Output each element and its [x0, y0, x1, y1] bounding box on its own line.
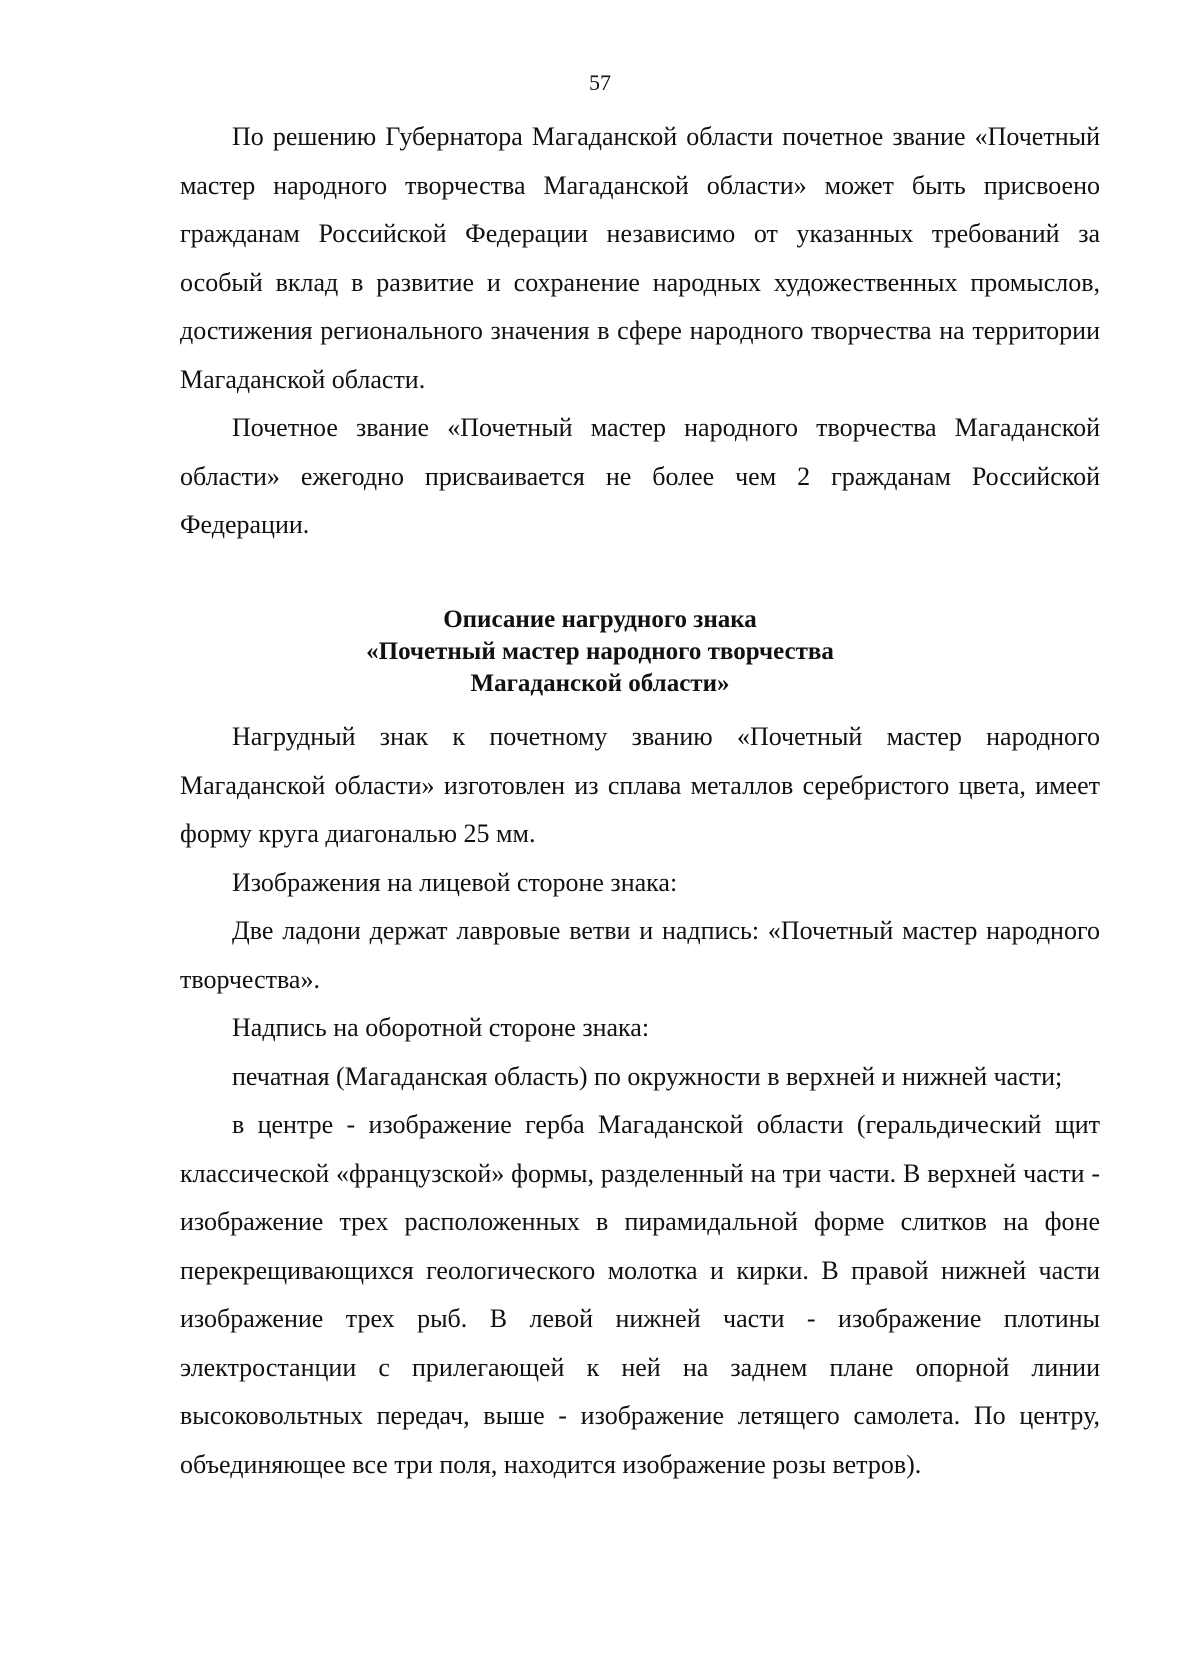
paragraph-governor-decision: По решению Губернатора Магаданской области почетное звание «Почетный мастер народного творчества Магаданской области» может быть присвоено гражданам Российской Федерации независимо от указанных требований за особый вклад в развитие и сохранение народных художественных промыслов, достижения регионального значения в сфере народного творчества на территории Магаданской области.: [180, 122, 1100, 394]
heading-line-1: Описание нагрудного знака: [443, 606, 757, 633]
paragraph-front-side-description: Две ладони держат лавровые ветви и надпись: «Почетный мастер народного творчества».: [180, 916, 1100, 994]
heading-line-2: «Почетный мастер народного творчества: [366, 638, 834, 665]
paragraph-coat-of-arms: в центре - изображение герба Магаданской области (геральдический щит классической «французской» формы, разделенный на три части. В верхней части - изображение трех расположенных в пирамидальной форме слитков на фоне перекрещивающихся геологического молотка и кирки. В правой нижней части изображение трех рыб. В левой нижней части - изображение плотины электростанции с прилегающей к ней на заднем плане опорной линии высоковольтных передач, выше - изображение летящего самолета. По центру, объединяющее все три поля, находится изображение розы ветров).: [180, 1110, 1100, 1479]
paragraph-badge-material: Нагрудный знак к почетному званию «Почетный мастер народного Магаданской области» изготовлен из сплава металлов серебристого цвета, имеет форму круга диагональю 25 мм.: [180, 722, 1100, 848]
heading-line-3: Магаданской области»: [470, 670, 730, 697]
paragraph-back-side-label: Надпись на оборотной стороне знака:: [232, 1013, 650, 1042]
section-heading: [0, 604, 1200, 700]
paragraph-front-side-label: Изображения на лицевой стороне знака:: [232, 867, 678, 897]
paragraph-back-side-circumference: печатная (Магаданская область) по окружности в верхней и нижней части;: [232, 1061, 1063, 1091]
paragraph-annual-limit: Почетное звание «Почетный мастер народного творчества Магаданской области» ежегодно присваивается не более чем 2 гражданам Российской Федерации.: [180, 413, 1100, 539]
section-2: [180, 713, 1100, 1489]
section-1: [180, 113, 1100, 550]
page-number: 57: [589, 70, 611, 95]
